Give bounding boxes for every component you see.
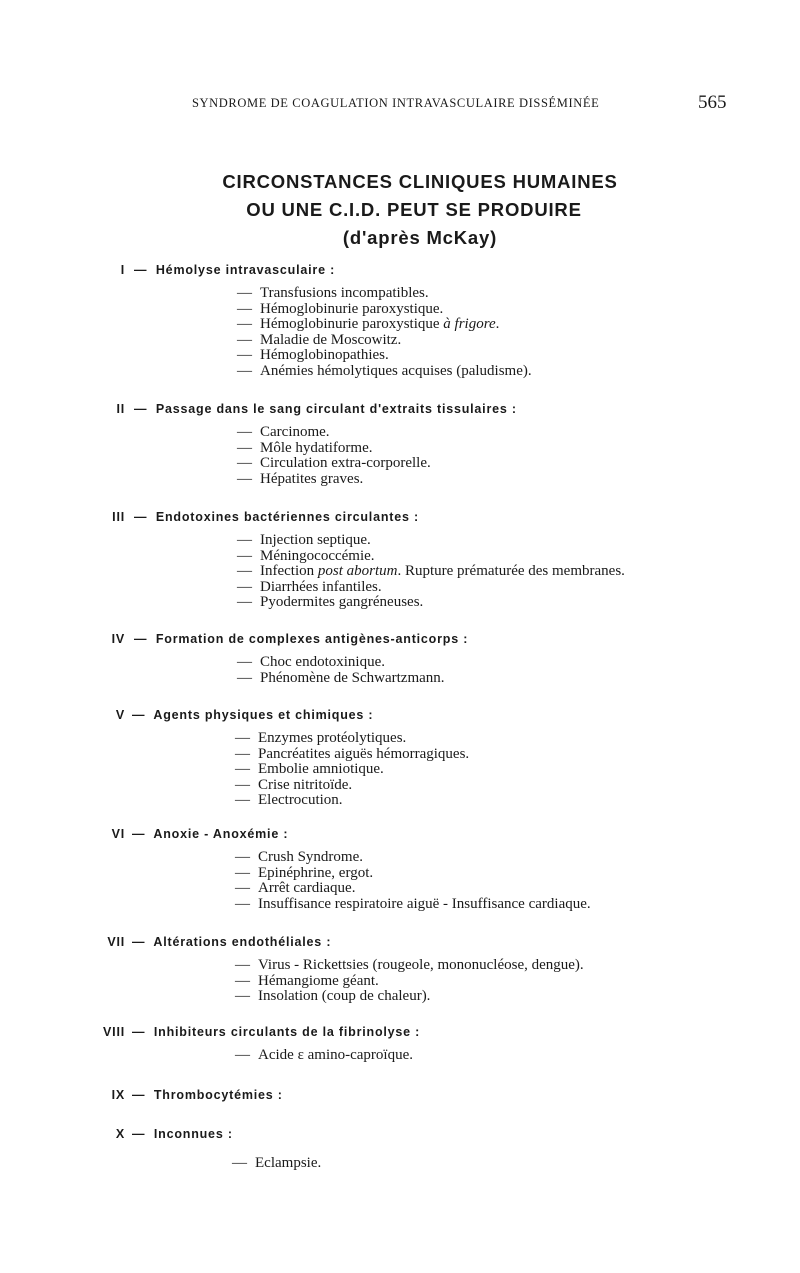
list-item: — Hémoglobinurie paroxystique à frigore.: [237, 316, 500, 333]
section-numeral: III: [112, 510, 125, 524]
list-item: — Crise nitritoïde.: [235, 776, 353, 793]
item-list: [237, 425, 800, 487]
section-2: [0, 402, 800, 487]
list-item: — Diarrhées infantiles.: [237, 578, 382, 595]
section-numeral: VII: [107, 935, 125, 949]
section-title: — Inconnues :: [132, 1127, 233, 1141]
item-list: [235, 958, 800, 1005]
section-numeral: II: [116, 402, 125, 416]
section-title: — Agents physiques et chimiques :: [132, 708, 374, 722]
list-item: — Hémoglobinopathies.: [237, 347, 389, 364]
section-title: — Endotoxines bactériennes circulantes :: [134, 510, 419, 524]
list-item: — Injection septique.: [237, 532, 371, 548]
list-item: — Transfusions incompatibles.: [237, 285, 429, 301]
item-list: [235, 850, 800, 912]
section-9: [0, 1088, 800, 1108]
list-item: — Phénomène de Schwartzmann.: [237, 669, 445, 686]
section-numeral: VIII: [103, 1025, 125, 1039]
list-item: — Pancréatites aiguës hémorragiques.: [235, 745, 470, 762]
page-number: 565: [698, 92, 727, 113]
section-numeral: V: [115, 708, 125, 722]
list-item: — Pyodermites gangréneuses.: [237, 594, 424, 611]
title-line-3: (d'après McKay): [342, 227, 498, 248]
section-3: [0, 510, 800, 611]
section-6: [0, 827, 800, 912]
item-list: [237, 286, 800, 380]
title-line-1: CIRCONSTANCES CLINIQUES HUMAINES: [222, 171, 618, 192]
section-numeral: X: [115, 1127, 125, 1141]
list-item: — Méningococcémie.: [237, 547, 375, 564]
list-item: — Arrêt cardiaque.: [235, 880, 356, 897]
section-5: [0, 708, 800, 809]
title-line-2: OU UNE C.I.D. PEUT SE PRODUIRE: [246, 199, 582, 220]
list-item: — Epinéphrine, ergot.: [235, 864, 374, 881]
section-10: [0, 1127, 800, 1172]
item-list: [235, 731, 800, 809]
item-list: [237, 655, 800, 686]
list-item: — Hémangiome géant.: [235, 972, 379, 989]
list-item: — Crush Syndrome.: [235, 849, 363, 865]
section-8: [0, 1025, 800, 1064]
section-numeral: VI: [111, 827, 125, 841]
section-4: [0, 632, 800, 686]
list-item: — Electrocution.: [235, 792, 343, 809]
list-item: — Virus - Rickettsies (rougeole, mononucléose, dengue).: [235, 957, 584, 973]
list-item: — Eclampsie.: [232, 1155, 322, 1171]
section-title: — Passage dans le sang circulant d'extraits tissulaires :: [134, 402, 517, 416]
section-title: — Inhibiteurs circulants de la fibrinolyse :: [132, 1025, 421, 1039]
list-item: — Embolie amniotique.: [235, 761, 384, 778]
list-item: — Insolation (coup de chaleur).: [235, 988, 431, 1005]
section-numeral: I: [120, 263, 125, 277]
list-item: — Hémoglobinurie paroxystique.: [237, 300, 444, 317]
list-item: — Infection post abortum. Rupture prématurée des membranes.: [237, 563, 625, 580]
section-title: — Hémolyse intravasculaire :: [134, 263, 336, 277]
list-item: — Enzymes protéolytiques.: [235, 730, 407, 746]
item-list: [232, 1156, 800, 1172]
section-numeral: IX: [111, 1088, 125, 1102]
section-title: — Formation de complexes antigènes-anticorps :: [134, 632, 469, 646]
list-item: — Môle hydatiforme.: [237, 439, 373, 456]
section-title: — Thrombocytémies :: [132, 1088, 283, 1102]
page-title: [0, 168, 800, 252]
item-list: [237, 533, 800, 611]
section-title: — Altérations endothéliales :: [132, 935, 332, 949]
section-title: — Anoxie - Anoxémie :: [132, 827, 289, 841]
section-1: [0, 263, 800, 380]
list-item: — Circulation extra-corporelle.: [237, 455, 431, 472]
list-item: — Maladie de Moscowitz.: [237, 331, 402, 348]
item-list: [235, 1048, 800, 1064]
list-item: — Acide ε amino-caproïque.: [235, 1047, 413, 1063]
list-item: — Insuffisance respiratoire aiguë - Insuffisance cardiaque.: [235, 895, 591, 912]
section-numeral: IV: [111, 632, 125, 646]
section-7: [0, 935, 800, 1005]
list-item: — Hépatites graves.: [237, 470, 364, 487]
running-head: SYNDROME DE COAGULATION INTRAVASCULAIRE DISSÉMINÉE: [192, 96, 600, 110]
list-item: — Carcinome.: [237, 424, 330, 440]
list-item: — Choc endotoxinique.: [237, 654, 385, 670]
list-item: — Anémies hémolytiques acquises (paludisme).: [237, 362, 532, 379]
